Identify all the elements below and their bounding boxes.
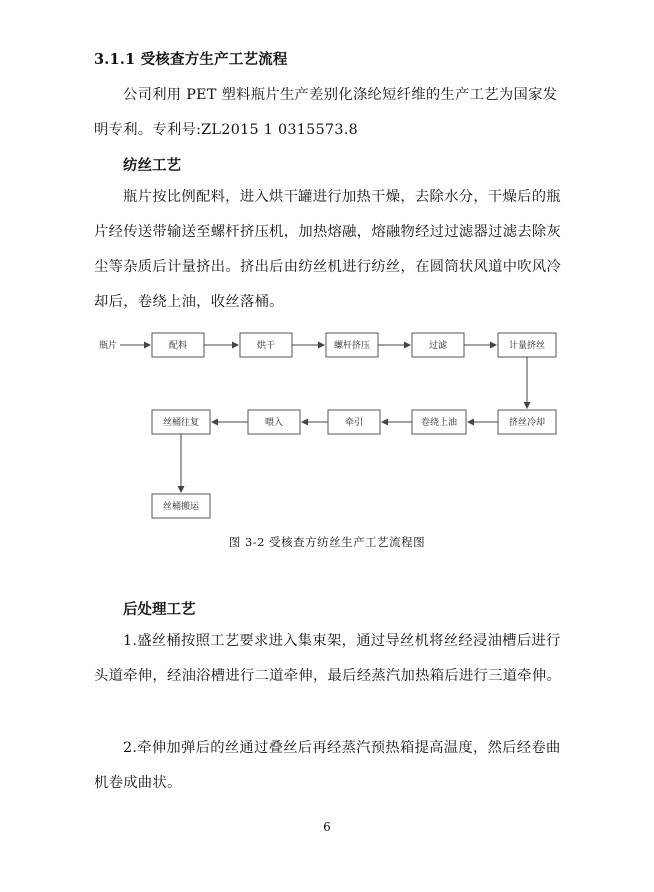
flow-node-3: 螺杆挤压 (333, 341, 371, 351)
spinning-paragraph: 瓶片按比例配料，进入烘干罐进行加热干燥，去除水分，干燥后的瓶片经传送带输送至螺杆挤压机，加热熔融，熔融物经过过滤器过滤去除灰尘等杂质后计量挤出。挤出后由纺丝机进行纺丝，在圆筒状风道中吹风冷却后，卷绕上油，收丝落桶。 (94, 189, 562, 310)
spinning-heading: 纺丝工艺 (123, 157, 181, 174)
section-title: 3.1.1 受核查方生产工艺流程 (94, 51, 288, 68)
flow-node-9: 喂入 (264, 418, 284, 428)
post-processing-heading: 后处理工艺 (123, 601, 196, 618)
flow-node-2: 烘干 (256, 341, 276, 351)
flow-node-11: 丝桶搬运 (162, 502, 200, 512)
flow-node-10: 丝桶往复 (162, 418, 200, 428)
intro-paragraph: 公司利用 PET 塑料瓶片生产差别化涤纶短纤维的生产工艺为国家发明专利。专利号:ZL2015 1 0315573.8 (94, 87, 558, 138)
flow-node-6: 挤丝冷却 (508, 418, 546, 428)
page-number: 6 (323, 820, 331, 834)
flow-node-7: 卷绕上油 (420, 418, 458, 428)
flow-node-8: 牵引 (344, 418, 364, 428)
figure-caption: 图 3-2 受核查方纺丝生产工艺流程图 (228, 535, 426, 549)
flow-node-1: 配料 (168, 341, 188, 351)
flowchart-svg (90, 322, 590, 532)
process-flowchart (90, 322, 590, 532)
flow-node-4: 过滤 (428, 341, 448, 351)
post-item-1: 1.盛丝桶按照工艺要求进入集束架，通过导丝机将丝经浸油槽后进行头道牵伸，经油浴槽进行二道牵伸，最后经蒸汽加热箱后进行三道牵伸。 (94, 633, 562, 684)
flow-node-5: 计量挤丝 (508, 341, 546, 351)
flow-input-label: 瓶片 (98, 341, 118, 351)
post-item-2: 2.牵伸加弹后的丝通过叠丝后再经蒸汽预热箱提高温度，然后经卷曲机卷成曲状。 (94, 740, 561, 791)
